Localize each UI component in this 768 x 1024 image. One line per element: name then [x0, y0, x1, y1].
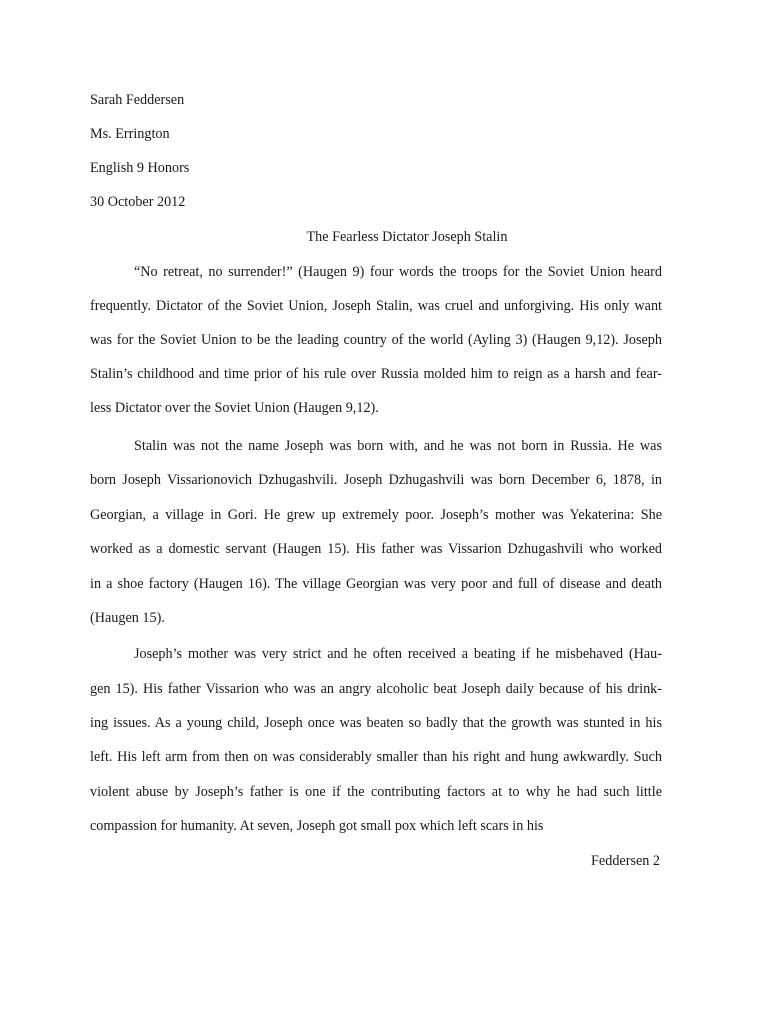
paragraph-1-line-4: Stalin’s childhood and time prior of his rule over Russia molded him to reign as a harsh and fear-	[90, 366, 662, 382]
paragraph-2-line-6: (Haugen 15).	[90, 610, 165, 626]
paragraph-2-line-1: Stalin was not the name Joseph was born with, and he was not born in Russia. He was	[134, 438, 662, 454]
paragraph-3-line-2: gen 15). His father Vissarion who was an angry alcoholic beat Joseph daily because of his drink-	[90, 681, 662, 697]
essay-date: 30 October 2012	[90, 194, 186, 210]
paragraph-1-line-2: frequently. Dictator of the Soviet Union, Joseph Stalin, was cruel and unforgiving. His only want	[90, 298, 662, 314]
paragraph-3-line-4: left. His left arm from then on was considerably smaller than his right and hung awkwardly. Such	[90, 749, 662, 765]
paragraph-3-line-3: ing issues. As a young child, Joseph once was beaten so badly that the growth was stunted in his	[90, 715, 662, 731]
essay-title: The Fearless Dictator Joseph Stalin	[306, 229, 508, 245]
paragraph-3-line-5: violent abuse by Joseph’s father is one if the contributing factors at to why he had such little	[90, 784, 662, 800]
paragraph-3-line-1: Joseph’s mother was very strict and he often received a beating if he misbehaved (Hau-	[134, 646, 662, 662]
paragraph-2-line-5: in a shoe factory (Haugen 16). The village Georgian was very poor and full of disease and death	[90, 576, 662, 592]
paragraph-1-line-1: “No retreat, no surrender!” (Haugen 9) four words the troops for the Soviet Union heard	[134, 264, 662, 280]
course-name: English 9 Honors	[90, 160, 190, 176]
paragraph-1-line-3: was for the Soviet Union to be the leading country of the world (Ayling 3) (Haugen 9,12). Joseph	[90, 332, 662, 348]
paragraph-1-line-5: less Dictator over the Soviet Union (Haugen 9,12).	[90, 400, 379, 416]
paragraph-2-line-3: Georgian, a village in Gori. He grew up extremely poor. Joseph’s mother was Yekaterina: She	[90, 507, 662, 523]
teacher-name: Ms. Errington	[90, 126, 170, 142]
paragraph-2-line-2: born Joseph Vissarionovich Dzhugashvili. Joseph Dzhugashvili was born December 6, 1878, in	[90, 472, 662, 488]
paragraph-3-line-6: compassion for humanity. At seven, Joseph got small pox which left scars in his	[90, 818, 544, 834]
student-name: Sarah Feddersen	[90, 92, 185, 108]
paragraph-2-line-4: worked as a domestic servant (Haugen 15). His father was Vissarion Dzhugashvili who worked	[90, 541, 662, 557]
page-number-header: Feddersen 2	[591, 853, 660, 869]
